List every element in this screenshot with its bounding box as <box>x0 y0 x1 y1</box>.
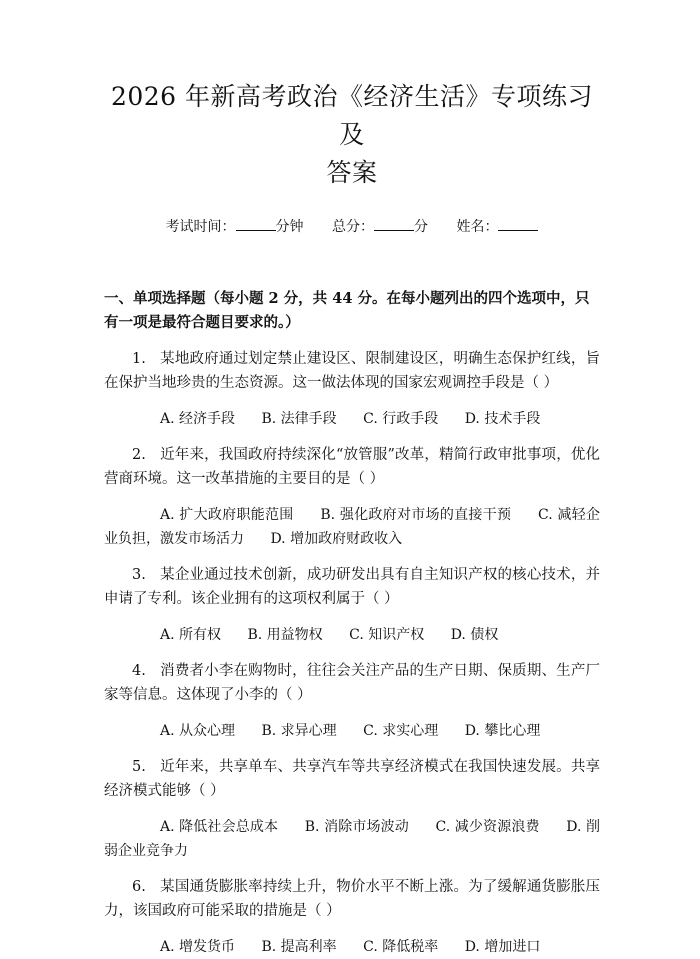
option-d: D. 攀比心理 <box>464 723 541 739</box>
section-title-single-choice: 一、单项选择题（每小题 2 分，共 44 分。在每小题列出的四个选项中，只有一项是最符合题目要求的。） <box>104 290 590 331</box>
question <box>104 755 600 803</box>
option-a: A. 从众心理 <box>160 723 236 739</box>
option-a: A. 扩大政府职能范围 <box>160 507 294 523</box>
option-b: B. 用益物权 <box>247 627 323 643</box>
title-line-2: 答案 <box>326 158 378 187</box>
student-name-field <box>456 216 538 237</box>
exam-time-unit: 分钟 <box>275 219 304 235</box>
option-b: B. 强化政府对市场的直接干预 <box>320 507 512 523</box>
question-text: 某国通货膨胀率持续上升，物价水平不断上涨。为了缓解通货膨胀压力，该国政府可能采取的措施是（ ） <box>104 879 600 919</box>
question-text: 消费者小李在购物时，往往会关注产品的生产日期、保质期、生产厂家等信息。这体现了小李的（ ） <box>104 663 600 703</box>
option-a: A. 增发货币 <box>160 939 236 955</box>
question <box>104 443 600 491</box>
document-title <box>104 78 600 192</box>
option-b: B. 消除市场波动 <box>304 819 409 835</box>
option-c: C. 知识产权 <box>349 627 425 643</box>
option-c: C. 行政手段 <box>363 411 439 427</box>
question-number: 6. <box>132 879 146 895</box>
student-name-label: 姓名： <box>456 219 499 235</box>
question-text: 近年来，我国政府持续深化“放管服”改革，精简行政审批事项，优化营商环境。这一改革措施的主要目的是（ ） <box>104 447 601 487</box>
option-c: C. 减轻企业负担，激发市场活力 <box>104 507 600 547</box>
title-line-1: 2026 年新高考政治《经济生活》专项练习及 <box>110 82 594 149</box>
question-text: 近年来，共享单车、共享汽车等共享经济模式在我国快速发展。共享经济模式能够（ ） <box>104 759 600 799</box>
question <box>104 563 600 611</box>
question-number: 4. <box>132 663 146 679</box>
option-d: D. 削弱企业竞争力 <box>104 819 600 859</box>
question-text: 某企业通过技术创新，成功研发出具有自主知识产权的核心技术，并申请了专利。该企业拥有的这项权利属于（ ） <box>104 567 600 607</box>
total-score-unit: 分 <box>414 219 428 235</box>
question-text: 某地政府通过划定禁止建设区、限制建设区，明确生态保护红线，旨在保护当地珍贵的生态资源。这一做法体现的国家宏观调控手段是（ ） <box>104 351 600 391</box>
exam-time-label: 考试时间： <box>165 219 236 235</box>
question-options <box>104 407 600 431</box>
total-score-blank <box>374 216 414 231</box>
option-c: C. 求实心理 <box>363 723 439 739</box>
question-options <box>104 719 600 743</box>
option-d: D. 增加进口 <box>464 939 541 955</box>
option-b: B. 求异心理 <box>261 723 337 739</box>
exam-time-field <box>166 216 304 237</box>
option-c: C. 降低税率 <box>363 939 439 955</box>
total-score-field <box>332 216 428 237</box>
option-a: A. 降低社会总成本 <box>160 819 279 835</box>
question <box>104 347 600 395</box>
option-d: D. 技术手段 <box>464 411 541 427</box>
question <box>104 875 600 923</box>
question-number: 3. <box>132 567 146 583</box>
student-name-blank <box>498 216 538 231</box>
option-d: D. 增加政府财政收入 <box>270 531 403 547</box>
option-a: A. 所有权 <box>160 627 222 643</box>
option-b: B. 提高利率 <box>261 939 337 955</box>
question-number: 5. <box>132 759 146 775</box>
exam-info <box>104 216 600 237</box>
option-c: C. 减少资源浪费 <box>435 819 540 835</box>
question-number: 2. <box>132 447 146 463</box>
question <box>104 659 600 707</box>
question-options <box>104 623 600 647</box>
option-b: B. 法律手段 <box>261 411 337 427</box>
question-number: 1. <box>132 351 146 367</box>
total-score-label: 总分： <box>332 219 374 235</box>
question-options <box>104 935 600 959</box>
question-options <box>104 815 600 863</box>
option-d: D. 债权 <box>450 627 499 643</box>
exam-time-blank <box>236 216 276 231</box>
option-a: A. 经济手段 <box>160 411 236 427</box>
question-options <box>104 503 600 551</box>
